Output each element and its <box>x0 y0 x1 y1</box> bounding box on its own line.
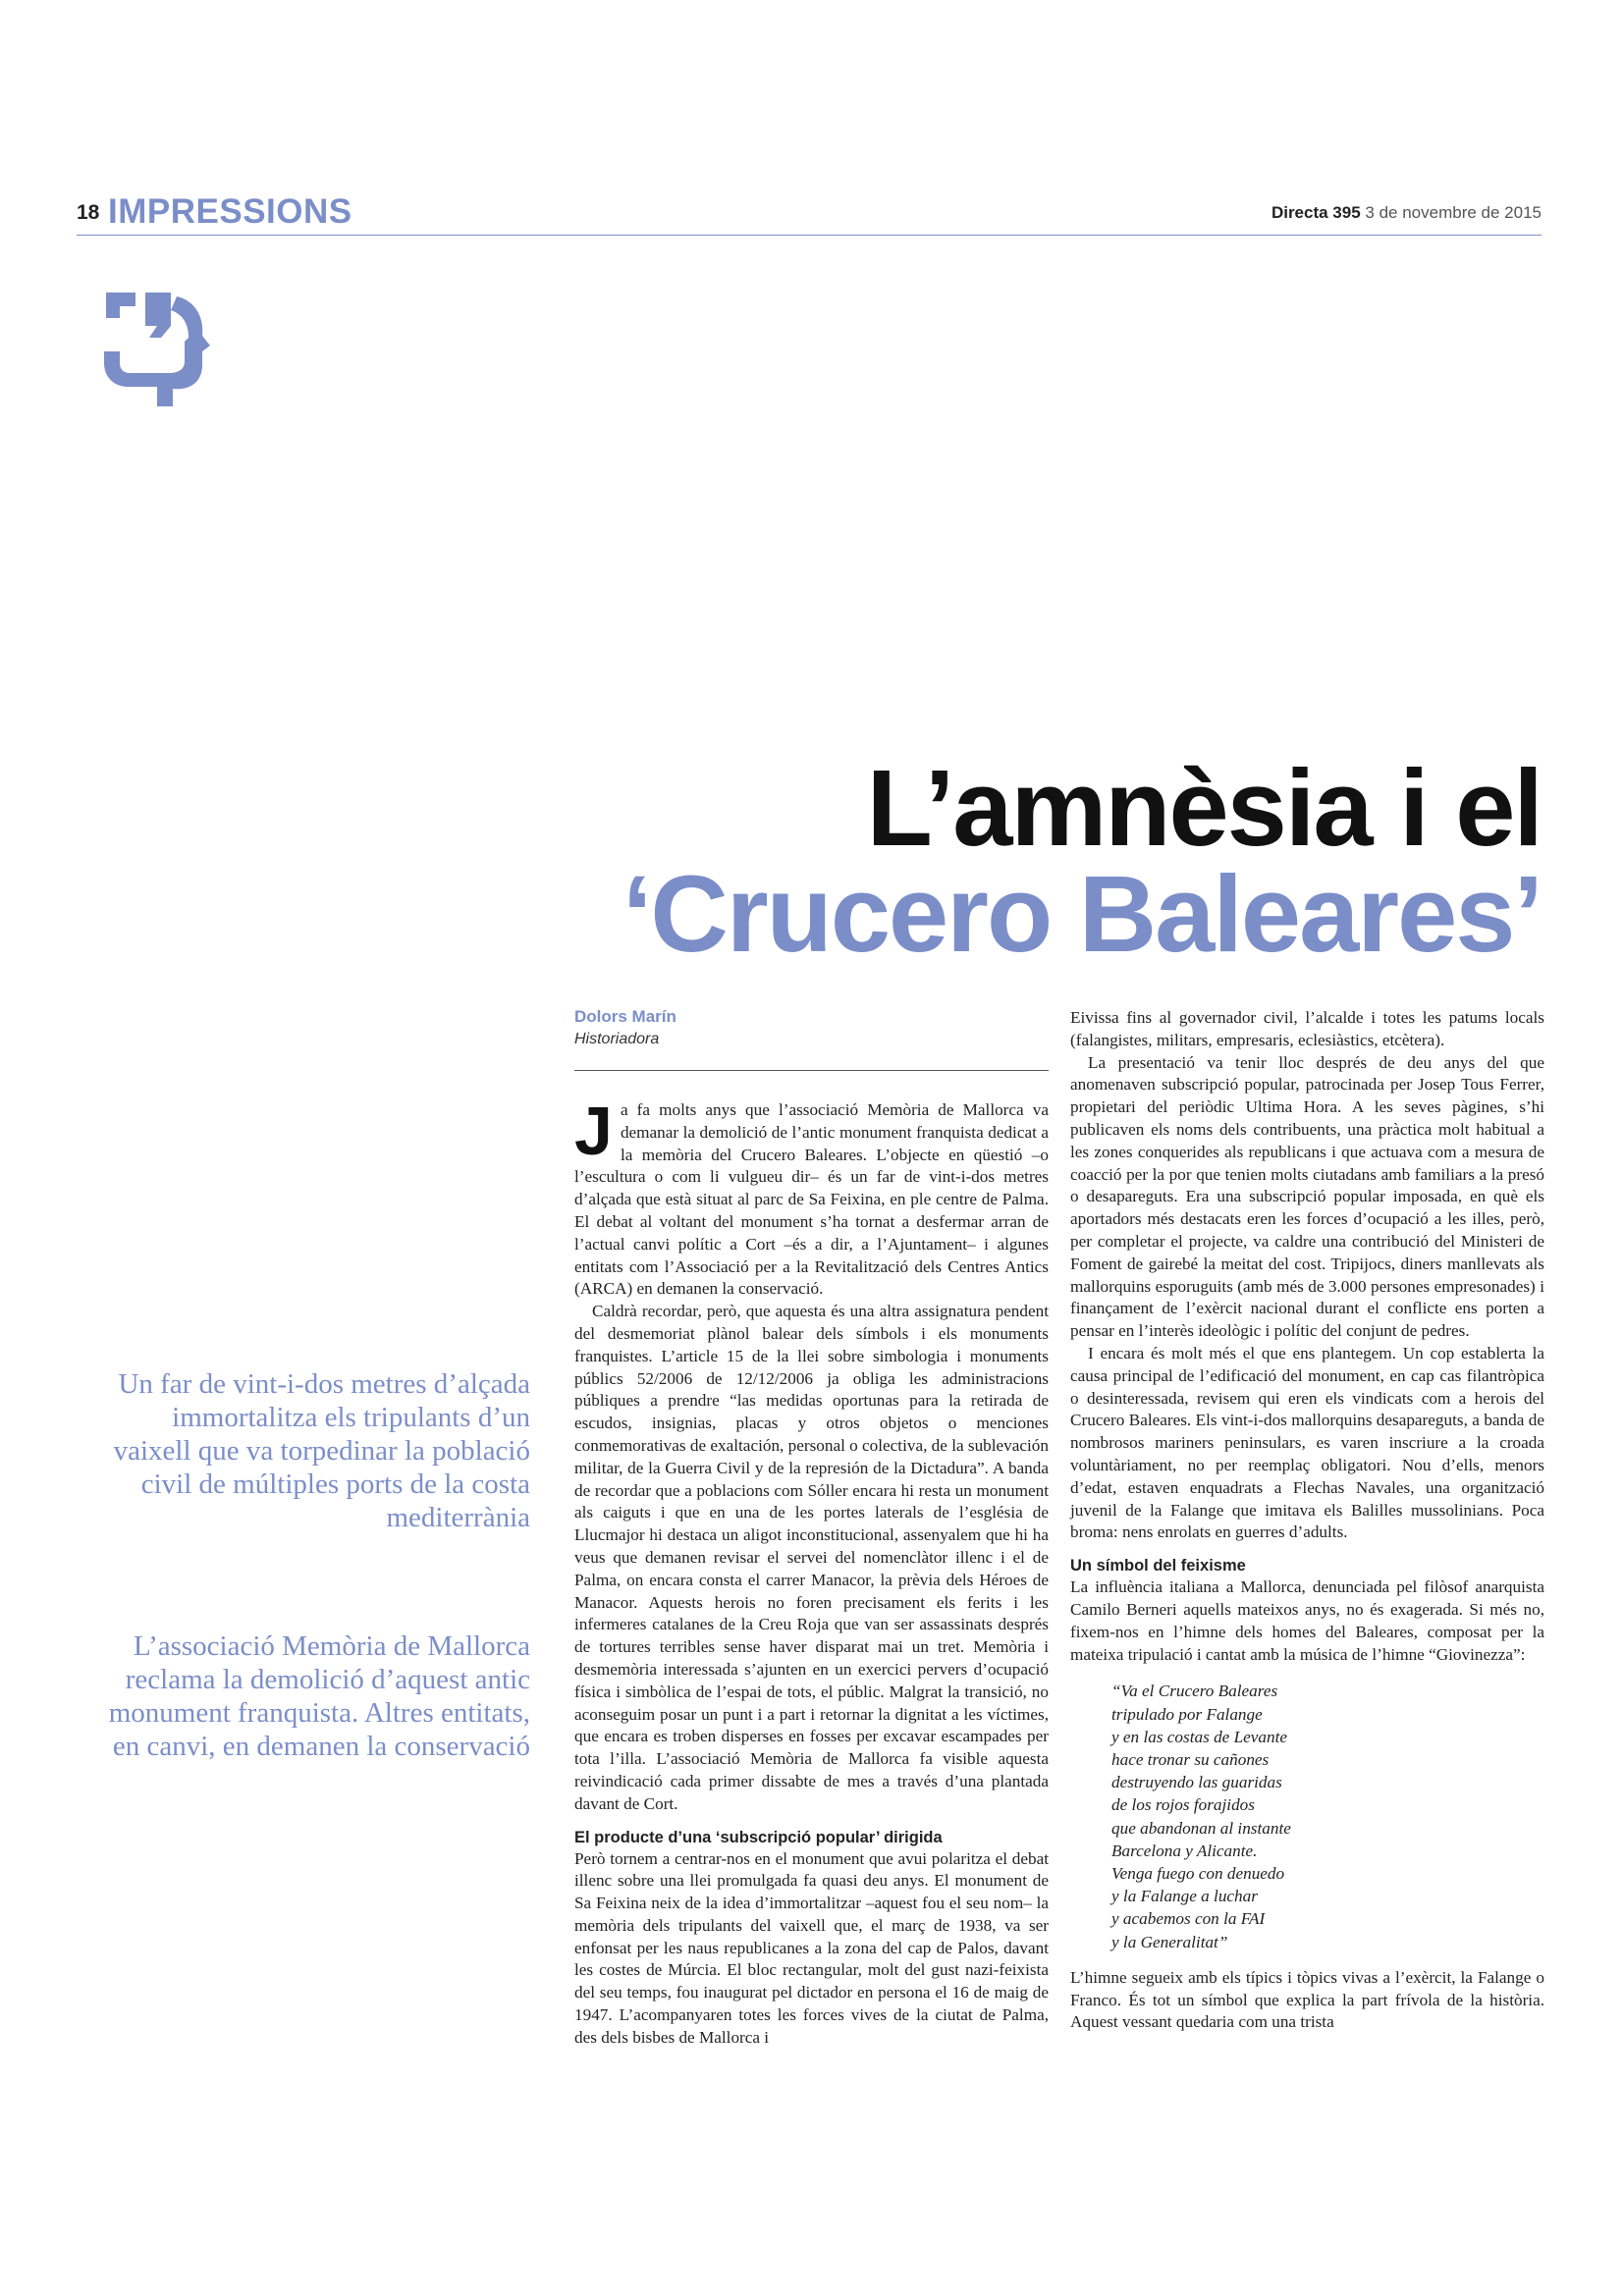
hymn-quote <box>1111 1680 1544 1952</box>
pullquote-2: L’associació Memòria de Mallorca reclama la demolició d’aquest antic monument franquista. Altres entitats, en canvi, en demanen la conservació <box>108 1630 530 1762</box>
header-divider <box>77 235 1542 236</box>
subheading: El producte d’una ‘subscripció popular’ dirigida <box>574 1828 943 1846</box>
face-profile-logo-icon <box>98 287 214 406</box>
article-paragraph: Però tornem a centrar-nos en el monument que avui polaritza el debat illenc sobre una llei promulgada fa quasi deu anys. El monument de Sa Feixina neix de la idea d’immortalitzar –aquest fou el seu nom– la memòria dels tripulants del vaixell que, el març de 1938, va ser enfonsat per les naus republicanes a la zona del cap de Palos, davant les costes de Múrcia. El bloc rectangular, molt del gust nazi-feixista del seu temps, fou inaugurat pel dictador en persona el 16 de maig de 1947. L’acompanyaren totes les forces vives de la ciutat de Palma, des dels bisbes de Mallorca i <box>574 1848 1049 2047</box>
headline-line-2: ‘Crucero Baleares’ <box>622 854 1542 975</box>
poem-line: de los rojos forajidos <box>1111 1795 1255 1815</box>
article-column-1 <box>574 1093 1049 2050</box>
publication-name: Directa 395 <box>1271 203 1361 222</box>
drop-cap: J <box>574 1093 613 1169</box>
headline-line-1: L’amnèsia i el <box>866 748 1542 869</box>
author-role: Historiadora <box>574 1031 660 1047</box>
article-paragraph: L’himne segueix amb els típics i tòpics vivas a l’exèrcit, la Falange o Franco. És tot un símbol que explica la part frívola de la història. Aquest vessant quedaria com una trista <box>1070 1967 1544 2032</box>
poem-line: Venga fuego con denuedo <box>1111 1863 1285 1883</box>
article-column-2 <box>1070 1007 1544 2034</box>
article-paragraph: Eivissa fins al governador civil, l’alcalde i totes les patums locals (falangistes, militars, empresaris, eclesiàstics, etcètera). <box>1070 1008 1544 1049</box>
article-paragraph: Ja fa molts anys que l’associació Memòria de Mallorca va demanar la demolició de l’antic monument franquista dedicat a la memòria del Crucero Baleares. L’objecte en qüestió –o l’escultura o com li vulgueu dir– és un far de vint-i-dos metres d’alçada que està situat al parc de Sa Feixina, en ple centre de Palma. El debat al voltant del monument s’ha tornat a desfermar arran de l’actual canvi polític a Cort –és a dir, a l’Ajuntament– i algunes entitats com l’Associació per a la Revitalització dels Centres Antics (ARCA) en demanen la conservació. <box>574 1093 1049 1299</box>
poem-line: y acabemos con la FAI <box>1111 1909 1266 1929</box>
page-number: 18 <box>77 201 100 224</box>
byline-divider <box>574 1070 1049 1071</box>
issue-info <box>1271 203 1542 223</box>
poem-line: y en las costas de Levante <box>1111 1727 1287 1746</box>
article-paragraph: Caldrà recordar, però, que aquesta és una altra assignatura pendent del desmemoriat plànol balear dels símbols i els monuments franquistes. L’article 15 de la llei sobre simbologia i monuments públics 52/2006 de 12/12/2006 ja obliga les administracions públiques a prendre “las medidas oportunas para la retirada de escudos, insignias, placas y otros objetos o menciones conmemorativas de exaltación, personal o colectiva, de la sublevación militar, de la Guerra Civil y de la represión de la Dictadura”. A banda de recordar que a poblacions com Sóller encara hi resta un monument als caiguts i que en una de les portes laterals de l’església de Llucmajor hi destaca un aligot inconstitucional, assenyalem que hi ha veus que demanen revisar el servei del nomenclàtor illenc i el de Palma, on encara consta el carrer Manacor, la prèvia dels Héroes de Manacor. Aquests herois no foren precisament els ferits i les infermeres catalanes de la Creu Roja que van ser assassinats després de tortures terribles sense haver disparat mai un tret. Memòria i desmemòria interessada s’ajunten en un exercici pervers d’ocupació física i simbòlica de l’espai de tots, el públic. Malgrat la transició, no aconseguim posar un punt i a part i retornar la dignitat a les víctimes, que encara es troben disperses en fosses per excavar escampades per tota l’illa. L’associació Memòria de Mallorca fa visible aquesta reivindicació cada primer dissabte de mes a través d’una plantada davant de Cort. <box>574 1302 1049 1813</box>
subheading: Un símbol del feixisme <box>1070 1557 1246 1575</box>
poem-line: destruyendo las guaridas <box>1111 1773 1282 1792</box>
poem-line: tripulado por Falange <box>1111 1704 1263 1724</box>
poem-line: y la Generalitat” <box>1111 1932 1228 1951</box>
article-paragraph: I encara és molt més el que ens plantegem. Un cop establerta la causa principal de l’edificació del monument, en cap cas filantròpica o desinteressada, revisem qui eren els vindicats com a herois del Crucero Baleares. Els vint-i-dos mallorquins desapareguts, a banda de nombrosos mariners peninsulars, es varen inscriure a la croada voluntàriament, no per reemplaç obligatori. Nou d’ells, menors d’edat, estaven enquadrats a Flechas Navales, una organització juvenil de la Falange que imitava els Balilles mussolinians. Poca broma: nens enrolats en guerres d’adults. <box>1070 1343 1544 1542</box>
poem-line: hace tronar su cañones <box>1111 1749 1270 1769</box>
author-name: Dolors Marín <box>574 1007 676 1026</box>
article-headline <box>622 748 1542 975</box>
article-paragraph: La presentació va tenir lloc després de deu anys del que anomenaven subscripció popular, patrocinada per Josep Tous Ferrer, propietari del periòdic Ultima Hora. A les seves pàgines, s’hi publicaven els noms dels contribuents, una pràctica molt habitual a les zones conquerides als republicans i que actuava com a mesura de coacció per la por que tenien molts ciutadans amb familiars a la presó o desapareguts. Era una subscripció popular imposada, en què els aportadors més destacats eren les forces d’ocupació a les illes, però, per completar el projecte, va caldre una contribució del Ministeri de Foment de gairebé la meitat del cost. Tripijocs, diners manllevats als mallorquins esporuguits (amb més de 3.000 persones empresonades) i finançament de l’exèrcit nacional durant el conflicte ens porten a pensar en l’interès ideològic i polític del conjunt de pedres. <box>1070 1052 1544 1341</box>
issue-date: 3 de novembre de 2015 <box>1365 203 1542 222</box>
section-title: IMPRESSIONS <box>108 192 352 231</box>
byline <box>574 1007 676 1048</box>
poem-line: y la Falange a luchar <box>1111 1887 1258 1906</box>
article-paragraph: La influència italiana a Mallorca, denunciada pel filòsof anarquista Camilo Berneri aquells mateixos anys, no és exagerada. Si més no, fixem-nos en l’himne dels homes del Baleares, composat per la mateixa tripulació i cantat amb la música de l’himne “Giovinezza”: <box>1070 1577 1544 1664</box>
pullquote-1: Un far de vint-i-dos metres d’alçada immortalitza els tripulants d’un vaixell que va torpedinar la població civil de múltiples ports de la costa mediterrània <box>113 1368 530 1533</box>
poem-line: Barcelona y Alicante. <box>1111 1841 1258 1860</box>
poem-line: “Va el Crucero Baleares <box>1111 1682 1278 1701</box>
poem-line: que abandonan al instante <box>1111 1818 1291 1838</box>
